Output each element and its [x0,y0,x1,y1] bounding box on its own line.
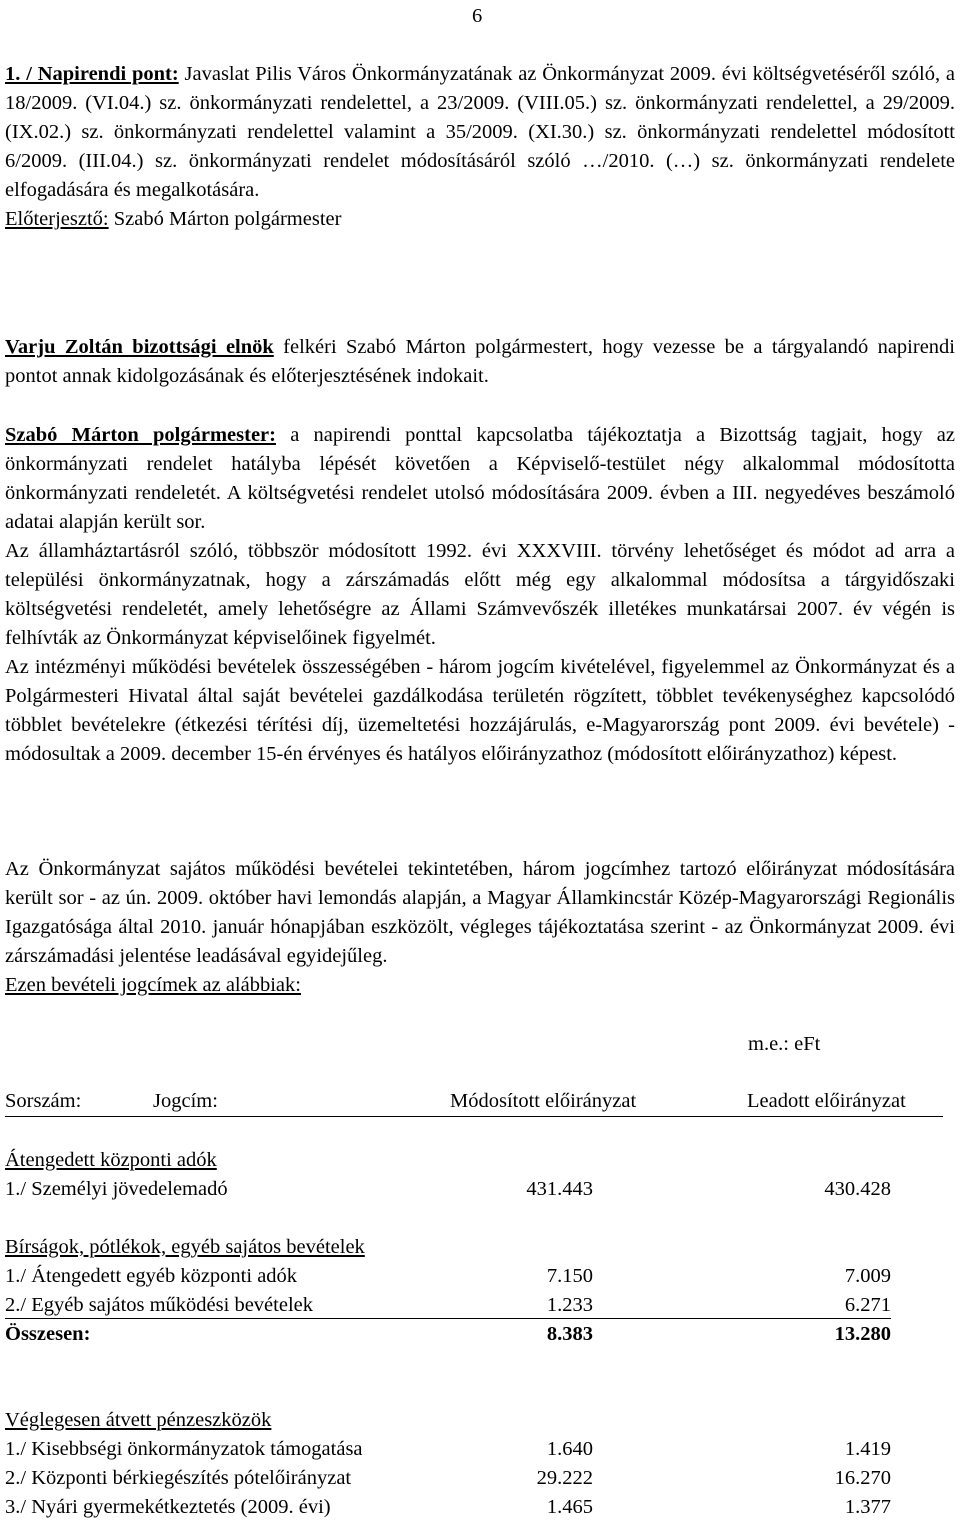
intro-speaker: Varju Zoltán bizottsági elnök [5,336,274,358]
mayor-speaker: Szabó Márton polgármester: [5,424,276,446]
mayor-paragraph-1: Szabó Márton polgármester: a napirendi ponttal kapcsolatba tájékoztatja a Bizottság tagjait, hogy az önkormányzati rendelet hatályba lépését követően a Képviselő-testület négy alkalommal módosította önkormányzati rendeletét. A költségvetési rendelet utolsó módosítására 2009. évben a III. negyedéves beszámoló adatai alapján került sor. [5,424,955,533]
total-row: Összesen: 8.383 13.280 [5,1323,891,1345]
table-row: 2./ Központi bérkiegészítés pótelőirányzat 29.222 16.270 [5,1467,891,1489]
intro-text: felkéri Szabó Márton polgármestert, hogy vezesse be a tárgyalandó napirendi pontot annak kidolgozásának és előterjesztésének indokait. [5,336,955,387]
document-page: 6 1. / Napirendi pont: Javaslat Pilis Város Önkormányzatának az Önkormányzat 2009. évi költségvetéséről szóló, a 18/2009. (VI.04.) sz. önkormányzati rendelettel, a 23/2009. (VIII.05.) sz. önkormányzati rendelettel, a 29/2009. (IX.02.) sz. önkormányzati rendelettel valamint a 35/2009. (XI.30.) sz. önkormányzati rendelettel módosított 6/2009. (III.04.) sz. önkormányzati rendelet módosításáról szóló …/2010. (…) sz. önkormányzati rendelete elfogadására és megalkotására. Előterjesztő: Szabó Márton polgármester Varju Zoltán bizottsági elnök felkéri Szabó Márton polgármestert, hogy vezesse be a tárgyalandó napirendi pontot annak kidolgozásának és előterjesztésének indokait. Szabó Márton polgármester: a napirendi ponttal kapcsolatba tájékoztatja a Bizottság tagjait, hogy az önkormányzati rendelet hatályba lépését követően a Képviselő-testület négy alkalommal módosította önkormányzati rendeletét. A költségvetési rendelet utolsó módosítására 2009. évben a III. negyedéves beszámoló adatai alapján került sor. Az államháztartásról szóló, többször módosított 1992. évi XXXVIII. törvény lehetőséget és módot ad arra a települési önkormányzatnak, hogy a zárszámadás előtt még egy alkalommal módosítsa a tárgyidőszaki költségvetési rendeletét, amely lehetőségre az Állami Számvevőszék illetékes munkatársai 2007. év végén is felhívták az Önkormányzat képviselőinek figyelmét. Az intézményi működési bevételek összességében - három jogcím kivételével, figyelemmel az Önkormányzat és a Polgármesteri Hivatal által saját bevételei gazdálkodása területén rögzített, többlet tevékenységhez kapcsolódó többlet bevételekre (étkezési térítési díj, üzemeltetési hozzájárulás, e-Magyarország pont 2009. évi bevétele) - módosultak a 2009. december 15-én érvényes és hatályos előirányzathoz (módosított előirányzathoz) képest. Az Önkormányzat sajátos működési bevételei tekintetében, három jogcímhez tartozó előirányzat módosítására került sor - az ún. 2009. október havi lemondás alapján, a Magyar Államkincstár Közép-Magyarországi Regionális Igazgatósága által 2010. január hónapjában eszközölt, végleges tájékoztatása szerint - az Önkormányzat 2009. évi zárszámadási jelentése leadásával egyidejűleg. Ezen bevételi jogcímek az alábbiak: m.e.: eFt Sorszám: Jogcím: Módosított előirányzat Leadott előirányzat Átengedett központi adók 1./ Személyi jövedelemadó 431.443 430.428 Bírságok, pótlékok, egyéb sajátos bevételek 1./ Átengedett egyéb központi adók 7.150 7.009 2./ Egyéb sajátos működési bevételek 1.233 6.271 Összesen: 8.383 13.280 Véglegesen átvett pénzeszközök 1./ Kisebbségi önkormányzatok támogatása 1.640 1.419 2./ Központi bérkiegészítés pótelőirányzat 29.222 16.270 3./ Nyári gyermekétkeztetés (2009. évi) 1.465 1.377 [0,0,960,1521]
agenda-text: Javaslat Pilis Város Önkormányzatának az Önkormányzat 2009. évi költségvetéséről szóló, a 18/2009. (VI.04.) sz. önkormányzati rendelettel, a 23/2009. (VIII.05.) sz. önkormányzati rendelettel, a 29/2009. (IX.02.) sz. önkormányzati rendelettel valamint a 35/2009. (XI.30.) sz. önkormányzati rendelettel módosított 6/2009. (III.04.) sz. önkormányzati rendelet módosításáról szóló …/2010. (…) sz. önkormányzati rendelete elfogadására és megalkotására. [5,63,955,201]
mayor-paragraph-2: Az államháztartásról szóló, többször módosított 1992. évi XXXVIII. törvény lehetőséget és módot ad arra a települési önkormányzatnak, hogy a zárszámadás előtt még egy alkalommal módosítsa a tárgyidőszaki költségvetési rendeletét, amely lehetőségre az Állami Számvevőszék illetékes munkatársai 2007. év végén is felhívták az Önkormányzat képviselőinek figyelmét. [5,540,955,649]
agenda-heading: 1. / Napirendi pont: [5,63,179,85]
agenda-item [5,60,955,234]
unit-label: m.e.: eFt [748,1033,821,1055]
intro-paragraph [5,333,955,391]
header-modositott: Módosított előirányzat [450,1090,637,1112]
header-sorszam: Sorszám: [5,1090,82,1112]
table-header [5,1087,943,1117]
table-row: 1./ Személyi jövedelemadó 431.443 430.428 [5,1178,891,1200]
revenue-paragraph: Az Önkormányzat sajátos működési bevételei tekintetében, három jogcímhez tartozó előirányzat módosítására került sor - az ún. 2009. október havi lemondás alapján, a Magyar Államkincstár Közép-Magyarországi Regionális Igazgatósága által 2010. január hónapjában eszközölt, végleges tájékoztatása szerint - az Önkormányzat 2009. évi zárszámadási jelentése leadásával egyidejűleg. Ezen bevételi jogcímek az alábbiak: [5,855,955,1000]
table-row: 1./ Átengedett egyéb központi adók 7.150 7.009 [5,1265,891,1287]
mayor-statement [5,421,955,769]
presenter-label: Előterjesztő: [5,208,109,230]
page-number: 6 [472,5,483,27]
presenter-text: Szabó Márton polgármester [108,208,342,230]
table-row: 2./ Egyéb sajátos működési bevételek 1.233 6.271 [5,1291,891,1319]
table-row: 3./ Nyári gyermekétkeztetés (2009. évi) 1.465 1.377 [5,1496,891,1518]
header-jogcim: Jogcím: [153,1090,218,1112]
list-heading: Ezen bevételi jogcímek az alábbiak: [5,974,301,996]
mayor-paragraph-3: Az intézményi működési bevételek összességében - három jogcím kivételével, figyelemmel az Önkormányzat és a Polgármesteri Hivatal által saját bevételei gazdálkodása területén rögzített, többlet tevékenységhez kapcsolódó többlet bevételekre (étkezési térítési díj, üzemeltetési hozzájárulás, e-Magyarország pont 2009. évi bevétele) - módosultak a 2009. december 15-én érvényes és hatályos előirányzathoz (módosított előirányzathoz) képest. [5,656,955,765]
header-leadott: Leadott előirányzat [747,1090,906,1112]
table-row: 1./ Kisebbségi önkormányzatok támogatása 1.640 1.419 [5,1438,891,1460]
